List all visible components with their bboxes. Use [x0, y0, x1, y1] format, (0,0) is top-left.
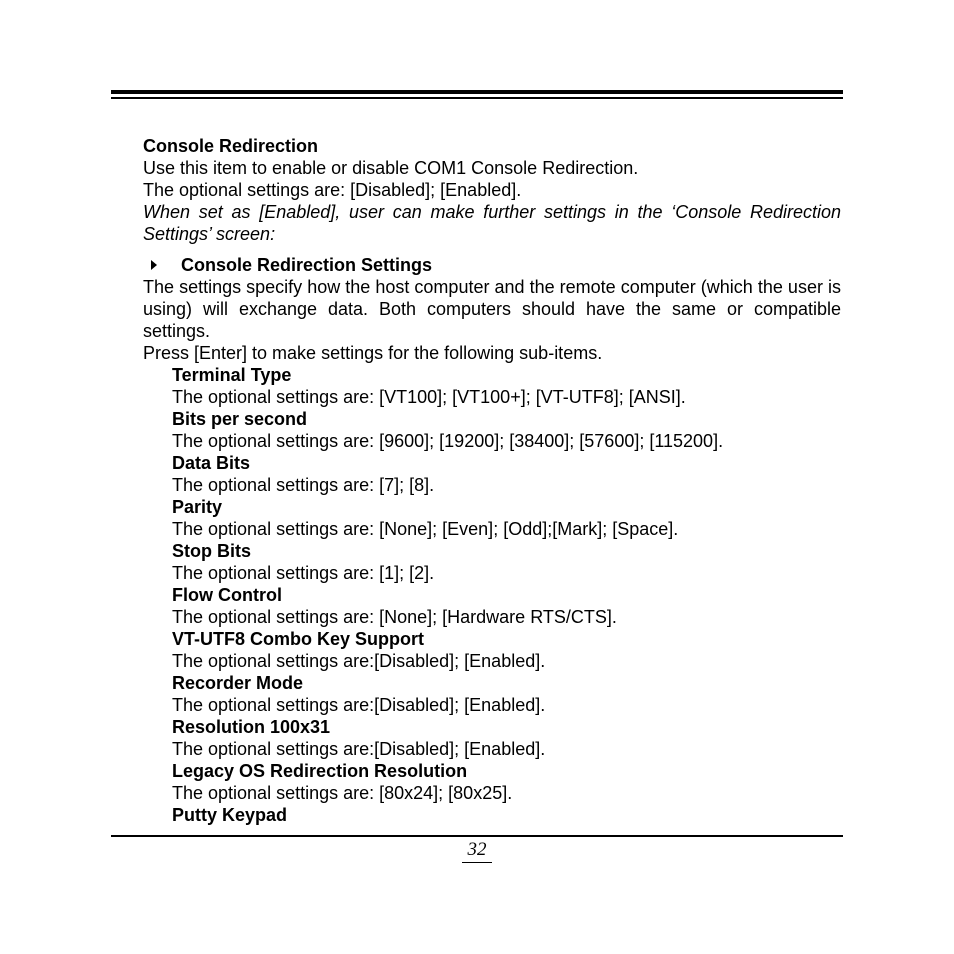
section-text: The optional settings are: [Disabled]; [Enabled]. [143, 180, 522, 200]
item-desc: The optional settings are: [80x24]; [80x25]. [172, 783, 513, 803]
header-rule-thin [111, 97, 843, 99]
item-desc: The optional settings are: [7]; [8]. [172, 475, 435, 495]
section-description: The settings specify how the host computer and the remote computer (which the user is using) will exchange data. Both computers should have the same or compatible settings. [143, 277, 841, 341]
section-note: When set as [Enabled], user can make further settings in the ‘Console Redirection Settings’ screen: [143, 202, 841, 244]
item-title: Terminal Type [172, 365, 292, 385]
item-desc: The optional settings are: [1]; [2]. [172, 563, 435, 583]
item-desc: The optional settings are:[Disabled]; [Enabled]. [172, 739, 546, 759]
item-title: Flow Control [172, 585, 282, 605]
triangle-right-icon [151, 260, 157, 270]
footer-rule [111, 835, 843, 837]
item-desc: The optional settings are: [None]; [Hardware RTS/CTS]. [172, 607, 617, 627]
item-title: Data Bits [172, 453, 251, 473]
item-title: Resolution 100x31 [172, 717, 331, 737]
item-title: Parity [172, 497, 223, 517]
submenu-heading [143, 254, 841, 276]
section-text: Use this item to enable or disable COM1 Console Redirection. [143, 158, 639, 178]
item-desc: The optional settings are: [9600]; [19200]; [38400]; [57600]; [115200]. [172, 431, 724, 451]
item-title: Bits per second [172, 409, 308, 429]
header-rule-thick [111, 90, 843, 94]
sub-items [143, 364, 841, 826]
item-desc: The optional settings are: [None]; [Even]; [Odd];[Mark]; [Space]. [172, 519, 679, 539]
item-title: Putty Keypad [172, 805, 288, 825]
item-title: Legacy OS Redirection Resolution [172, 761, 468, 781]
page-number: 32 [462, 838, 492, 863]
section-title-console-redirection: Console Redirection [143, 136, 319, 156]
item-desc: The optional settings are:[Disabled]; [Enabled]. [172, 651, 546, 671]
item-desc: The optional settings are: [VT100]; [VT100+]; [VT-UTF8]; [ANSI]. [172, 387, 686, 407]
section-title-console-redirection-settings: Console Redirection Settings [181, 255, 433, 275]
page-content [143, 135, 841, 826]
item-title: VT-UTF8 Combo Key Support [172, 629, 424, 649]
item-title: Recorder Mode [172, 673, 304, 693]
item-desc: The optional settings are:[Disabled]; [Enabled]. [172, 695, 546, 715]
section-text: Press [Enter] to make settings for the following sub-items. [143, 343, 603, 363]
item-title: Stop Bits [172, 541, 251, 561]
